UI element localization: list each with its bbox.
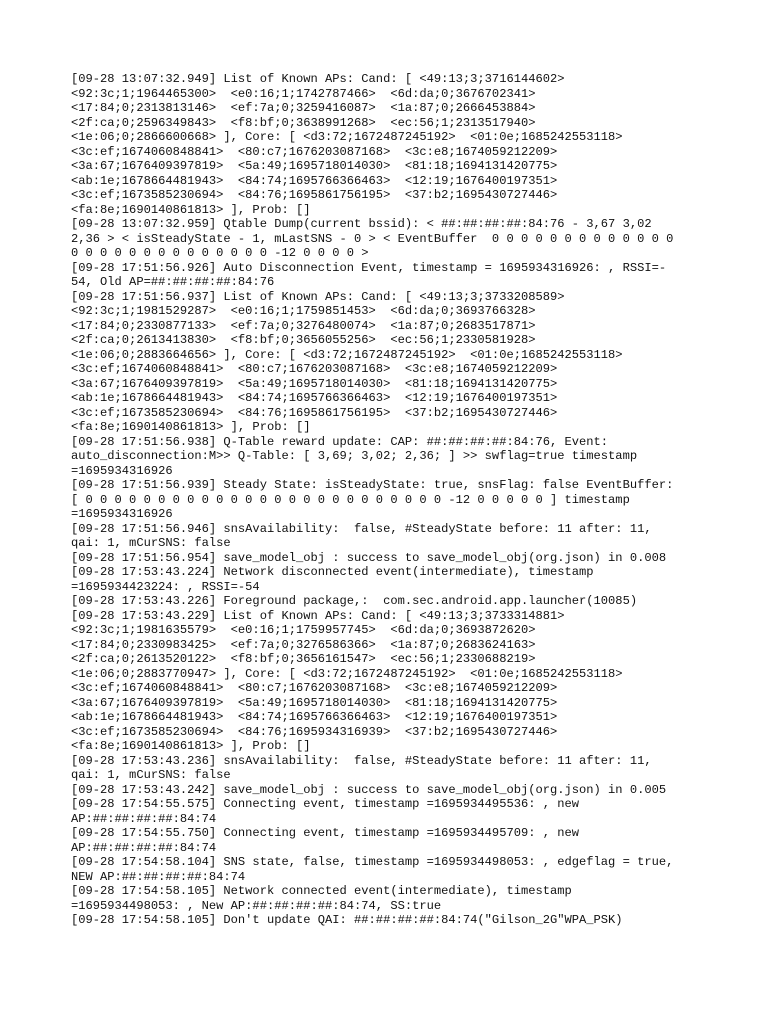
log-line: <92:3c;1;1981635579> <e0:16;1;1759957745> <6d:da;0;3693872620>: [71, 623, 536, 637]
log-line: =1695934498053: , New AP:##:##:##:##:84:74, SS:true: [71, 898, 442, 913]
log-line: [09-28 17:51:56.937] List of Known APs: Cand: [ <49:13;3;3733208589>: [71, 289, 565, 304]
log-line: <ab:1e;1678664481943> <84:74;1695766366463> <12:19;1676400197351>: [71, 173, 558, 188]
log-line: [09-28 13:07:32.959] Qtable Dump(current bssid): < ##:##:##:##:84:76 - 3,67 3,02: [71, 217, 652, 231]
log-line: <2f:ca;0;2596349843> <f8:bf;0;3638991268> <ec:56;1;2313517940>: [71, 115, 536, 130]
log-line: NEW AP:##:##:##:##:84:74: [71, 869, 246, 884]
log-line: [09-28 17:51:56.938] Q-Table reward update: CAP: ##:##:##:##:84:76, Event:: [71, 434, 609, 449]
log-line: <3a:67;1676409397819> <5a:49;1695718014030> <81:18;1694131420775>: [71, 695, 558, 710]
log-line: <92:3c;1;1964465300> <e0:16;1;1742787466> <6d:da;0;3676702341>: [71, 86, 536, 101]
log-line: [09-28 17:51:56.926] Auto Disconnection Event, timestamp = 1695934316926: , RSSI=-: [71, 260, 667, 275]
log-line: auto_disconnection:M>> Q-Table: [ 3,69; 3,02; 2,36; ] >> swflag=true timestamp: [71, 449, 638, 463]
log-line: <2f:ca;0;2613413830> <f8:bf;0;3656055256> <ec:56;1;2330581928>: [71, 333, 536, 347]
log-line: [09-28 17:53:43.224] Network disconnected event(intermediate), timestamp: [71, 565, 594, 579]
log-line: [09-28 17:54:55.575] Connecting event, timestamp =1695934495536: , new: [71, 797, 580, 811]
log-line: <3c:ef;1674060848841> <80:c7;1676203087168> <3c:e8;1674059212209>: [71, 362, 558, 376]
log-line: <3c:ef;1674060848841> <80:c7;1676203087168> <3c:e8;1674059212209>: [71, 144, 558, 159]
log-line: [09-28 17:54:58.105] Network connected event(intermediate), timestamp: [71, 884, 572, 898]
log-line: [09-28 17:51:56.946] snsAvailability: false, #SteadyState before: 11 after: 11,: [71, 521, 652, 536]
log-line: <ab:1e;1678664481943> <84:74;1695766366463> <12:19;1676400197351>: [71, 710, 558, 724]
log-line: <3c:ef;1673585230694> <84:76;1695934316939> <37:b2;1695430727446>: [71, 724, 558, 739]
log-line: [09-28 17:53:43.242] save_model_obj : success to save_model_obj(org.json) in 0.005: [71, 782, 667, 797]
log-line: [ 0 0 0 0 0 0 0 0 0 0 0 0 0 0 0 0 0 0 0 0 0 0 0 0 0 -12 0 0 0 0 0 ] timestamp: [71, 492, 630, 507]
log-line: =1695934316926: [71, 507, 173, 521]
log-line: <fa:8e;1690140861813> ], Prob: []: [71, 202, 311, 217]
log-line: [09-28 17:53:43.226] Foreground package,: com.sec.android.app.launcher(10085): [71, 594, 638, 608]
log-line: <3a:67;1676409397819> <5a:49;1695718014030> <81:18;1694131420775>: [71, 159, 558, 173]
log-line: <17:84;0;2313813146> <ef:7a;0;3259416087> <1a:87;0;2666453884>: [71, 101, 536, 115]
log-line: <2f:ca;0;2613520122> <f8:bf;0;3656161547> <ec:56;1;2330688219>: [71, 652, 536, 666]
log-line: <17:84;0;2330983425> <ef:7a;0;3276586366> <1a:87;0;2683624163>: [71, 637, 536, 652]
log-line: <1e:06;0;2883770947> ], Core: [ <d3:72;1672487245192> <01:0e;1685242553118>: [71, 666, 623, 681]
log-line: 54, Old AP=##:##:##:##:84:76: [71, 275, 275, 289]
log-line: [09-28 17:53:43.229] List of Known APs: Cand: [ <49:13;3;3733314881>: [71, 608, 565, 623]
log-line: [09-28 13:07:32.949] List of Known APs: Cand: [ <49:13;3;3716144602>: [71, 72, 565, 86]
log-line: [09-28 17:54:55.750] Connecting event, timestamp =1695934495709: , new: [71, 826, 580, 840]
log-line: <fa:8e;1690140861813> ], Prob: []: [71, 739, 311, 753]
log-line: <3c:ef;1673585230694> <84:76;1695861756195> <37:b2;1695430727446>: [71, 405, 558, 420]
log-line: [09-28 17:51:56.939] Steady State: isSteadyState: true, snsFlag: false EventBuffer:: [71, 478, 674, 492]
log-line: =1695934316926: [71, 463, 173, 478]
log-line: [09-28 17:54:58.105] Don't update QAI: ##:##:##:##:84:74("Gilson_2G"WPA_PSK): [71, 913, 623, 927]
log-line: [09-28 17:53:43.236] snsAvailability: false, #SteadyState before: 11 after: 11,: [71, 753, 652, 768]
log-line: <1e:06;0;2866600668> ], Core: [ <d3:72;1672487245192> <01:0e;1685242553118>: [71, 130, 623, 144]
log-line: qai: 1, mCurSNS: false: [71, 768, 231, 782]
log-line: AP:##:##:##:##:84:74: [71, 811, 217, 826]
log-line: <3a:67;1676409397819> <5a:49;1695718014030> <81:18;1694131420775>: [71, 376, 558, 391]
log-line: <1e:06;0;2883664656> ], Core: [ <d3:72;1672487245192> <01:0e;1685242553118>: [71, 347, 623, 362]
log-line: <3c:ef;1674060848841> <80:c7;1676203087168> <3c:e8;1674059212209>: [71, 681, 558, 695]
log-line: <3c:ef;1673585230694> <84:76;1695861756195> <37:b2;1695430727446>: [71, 188, 558, 202]
log-line: [09-28 17:54:58.104] SNS state, false, timestamp =1695934498053: , edgeflag = true,: [71, 855, 674, 869]
log-line: [09-28 17:51:56.954] save_model_obj : success to save_model_obj(org.json) in 0.008: [71, 550, 667, 565]
log-line: =1695934423224: , RSSI=-54: [71, 579, 260, 594]
log-line: 0 0 0 0 0 0 0 0 0 0 0 0 0 0 -12 0 0 0 0 >: [71, 246, 369, 260]
log-line: <92:3c;1;1981529287> <e0:16;1;1759851453> <6d:da;0;3693766328>: [71, 304, 536, 318]
log-line: <ab:1e;1678664481943> <84:74;1695766366463> <12:19;1676400197351>: [71, 391, 558, 405]
log-line: qai: 1, mCurSNS: false: [71, 536, 231, 550]
log-text-block: [71, 72, 711, 928]
log-line: <17:84;0;2330877133> <ef:7a;0;3276480074> <1a:87;0;2683517871>: [71, 318, 536, 333]
log-line: AP:##:##:##:##:84:74: [71, 840, 217, 855]
log-line: 2,36 > < isSteadyState - 1, mLastSNS - 0 > < EventBuffer 0 0 0 0 0 0 0 0 0 0 0 0 0: [71, 231, 674, 246]
log-line: <fa:8e;1690140861813> ], Prob: []: [71, 420, 311, 434]
